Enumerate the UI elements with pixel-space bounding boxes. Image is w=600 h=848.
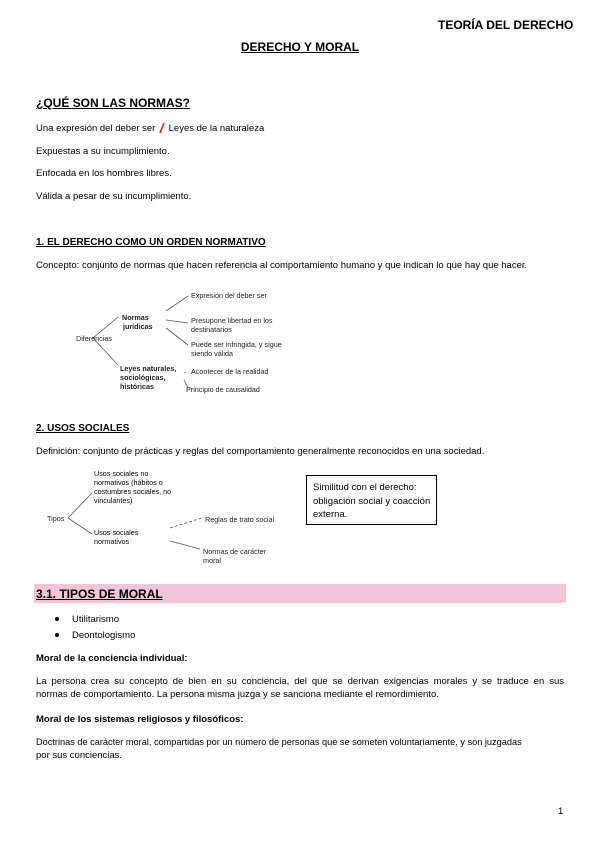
normas-line-3: Enfocada en los hombres libres. bbox=[36, 168, 172, 179]
section-1-concept: Concepto: conjunto de normas que hacen referencia al comportamiento humano y que indican lo que hay que hacer. bbox=[36, 260, 528, 271]
moral-sistemas-line-2: por sus conciencias. bbox=[36, 750, 123, 761]
node-reglas-trato: Reglas de trato social bbox=[205, 515, 275, 524]
diagram-1-root: Diferencias bbox=[76, 334, 112, 343]
bullet-icon bbox=[55, 617, 59, 621]
bullet-deontologismo: Deontologismo bbox=[72, 630, 136, 641]
moral-sistemas-heading: Moral de los sistemas religiosos y filosóficos: bbox=[36, 714, 244, 725]
normas-heading: ¿QUÉ SON LAS NORMAS? bbox=[36, 96, 191, 110]
subject-header: TEORÍA DEL DERECHO bbox=[438, 18, 574, 32]
leyes-item-acontecer: Acontecer de la realidad bbox=[191, 367, 269, 376]
nj-item-presupone: Presupone libertad en los destinatarios bbox=[191, 316, 273, 334]
node-leyes-naturales: Leyes naturales, sociológicas, históricas bbox=[120, 364, 177, 391]
moral-individual-line-2: normas de comportamiento. La persona misma juzga y se sanciona mediante el remordimiento. bbox=[36, 689, 439, 700]
leyes-item-causalidad: Principio de causalidad bbox=[186, 385, 260, 394]
moral-individual-line-1: La persona crea su concepto de bien en su conciencia, del que se derivan exigencias morales y se traduce en sus bbox=[36, 676, 564, 687]
moral-sistemas-line-1: Doctrinas de carácter moral, compartidas por un número de personas que se someten voluntariamente, y son juzgadas bbox=[36, 737, 522, 747]
section-1-heading: 1. EL DERECHO COMO UN ORDEN NORMATIVO bbox=[36, 237, 266, 248]
section-2-heading: 2. USOS SOCIALES bbox=[36, 423, 130, 434]
diagram-2-root: Tipos bbox=[47, 514, 65, 523]
normas-line-1 bbox=[36, 122, 264, 135]
node-usos-normativos: Usos sociales normativos bbox=[94, 528, 139, 546]
normas-line-4: Válida a pesar de su incumplimiento. bbox=[36, 191, 192, 202]
page-title: DERECHO Y MORAL bbox=[240, 40, 360, 54]
node-normas-juridicas: Normas jurídicas bbox=[122, 313, 153, 331]
normas-line-2: Expuestas a su incumplimiento. bbox=[36, 146, 170, 157]
node-normas-moral: Normas de carácter moral bbox=[203, 547, 267, 565]
nj-item-expresion: Expresión del deber ser bbox=[191, 291, 267, 300]
nj-item-infringida: Puede ser infringida, y sigue siendo válida bbox=[191, 340, 282, 358]
section-3-1-heading: 3.1. TIPOS DE MORAL bbox=[36, 587, 163, 601]
node-usos-no-normativos: Usos sociales no normativos (hábitos o costumbres sociales, no vinculantes) bbox=[94, 469, 172, 505]
deber-ser-text: Una expresión del deber ser bbox=[36, 123, 156, 134]
page-number: 1 bbox=[558, 806, 564, 817]
bullet-utilitarismo: Utilitarismo bbox=[72, 614, 119, 625]
moral-individual-heading: Moral de la conciencia individual: bbox=[36, 653, 188, 664]
bullet-icon bbox=[55, 633, 59, 637]
similitud-box: Similitud con el derecho: obligación social y coacción externa. bbox=[306, 475, 437, 525]
section-2-definition: Definición: conjunto de prácticas y reglas del comportamiento generalmente reconocidos en una sociedad. bbox=[36, 446, 485, 457]
leyes-naturaleza-text: Leyes de la naturaleza bbox=[168, 123, 265, 134]
